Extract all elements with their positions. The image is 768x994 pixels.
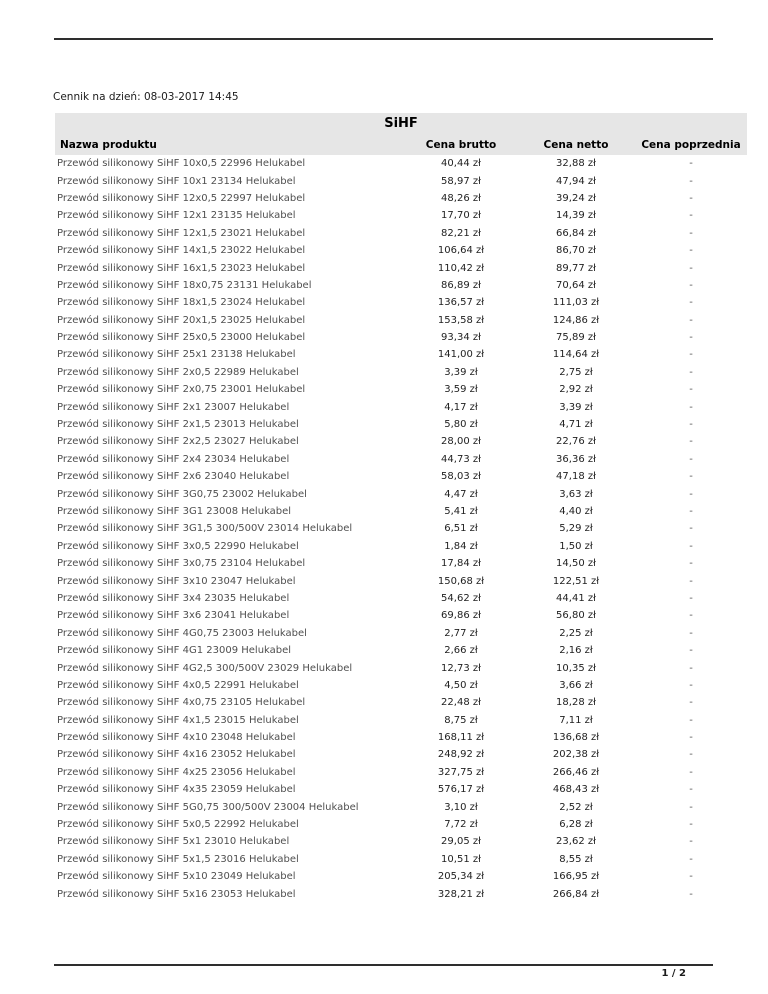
product-name-cell: Przewód silikonowy SiHF 16x1,5 23023 Helukabel [57,262,306,274]
table-row [55,398,747,415]
net-price-cell: 22,76 zł [556,436,596,448]
table-row [55,590,747,607]
gross-price-cell: 110,42 zł [437,262,485,274]
net-price-cell: 18,28 zł [556,697,596,709]
gross-price-cell: 5,41 zł [444,506,478,517]
table-row [55,294,747,311]
previous-price-cell: - [689,627,693,639]
table-row [55,225,747,242]
product-name-cell: Przewód silikonowy SiHF 12x1,5 23021 Helukabel [57,227,306,239]
table-row [55,607,747,624]
previous-price-cell: - [689,540,693,552]
product-name-cell: Przewód silikonowy SiHF 5x10 23049 Helukabel [57,871,296,883]
net-price-cell: 2,16 zł [559,645,593,657]
net-price-cell: 89,77 zł [556,262,596,274]
gross-price-cell: 168,11 zł [437,732,485,744]
previous-price-cell: - [689,575,693,587]
previous-price-cell: - [689,192,693,204]
previous-price-cell: - [689,349,693,361]
previous-price-cell: - [689,888,693,900]
product-name-cell: Przewód silikonowy SiHF 2x4 23034 Helukabel [57,453,290,465]
gross-price-cell: 2,77 zł [444,627,478,639]
product-name-cell: Przewód silikonowy SiHF 10x0,5 22996 Helukabel [57,158,306,170]
table-row [55,746,747,763]
table-row [55,729,747,746]
gross-price-cell: 328,21 zł [437,888,485,900]
previous-price-cell: - [689,314,693,326]
previous-price-cell: - [689,523,693,535]
net-price-cell: 468,43 zł [552,784,600,796]
table-row [55,851,747,868]
previous-price-cell: - [689,158,693,170]
gross-price-cell: 3,10 zł [444,801,478,813]
previous-price-cell: - [689,784,693,796]
table-row [55,346,747,363]
net-price-cell: 32,88 zł [556,158,596,170]
net-price-cell: 111,03 zł [552,297,600,309]
table-row [55,833,747,850]
gross-price-cell: 12,73 zł [441,662,481,674]
product-name-cell: Przewód silikonowy SiHF 4x1,5 23015 Helukabel [57,714,299,726]
table-row [55,364,747,381]
gross-price-cell: 1,84 zł [444,540,478,552]
net-price-cell: 14,50 zł [556,558,596,570]
product-name-cell: Przewód silikonowy SiHF 4G0,75 23003 Helukabel [57,627,307,639]
gross-price-cell: 136,57 zł [437,297,485,309]
gross-price-cell: 40,44 zł [441,158,481,170]
product-name-cell: Przewód silikonowy SiHF 2x1,5 23013 Helukabel [57,419,299,431]
product-name-cell: Przewód silikonowy SiHF 4x0,5 22991 Helukabel [57,679,299,691]
net-price-cell: 6,28 zł [559,819,593,831]
net-price-cell: 47,18 zł [556,471,596,483]
product-name-cell: Przewód silikonowy SiHF 4x10 23048 Helukabel [57,732,296,744]
net-price-cell: 70,64 zł [556,279,596,291]
net-price-cell: 2,92 zł [559,384,593,396]
product-name-cell: Przewód silikonowy SiHF 4x35 23059 Helukabel [57,784,296,796]
previous-price-cell: - [689,836,693,848]
gross-price-cell: 327,75 zł [437,766,485,778]
table-row [55,885,747,902]
net-price-cell: 5,29 zł [559,523,593,535]
table-title-row [55,113,747,134]
net-price-cell: 47,94 zł [556,175,596,187]
table-row [55,520,747,537]
product-name-cell: Przewód silikonowy SiHF 3x0,75 23104 Helukabel [57,558,306,570]
gross-price-cell: 3,59 zł [444,384,478,396]
table-row [55,485,747,502]
gross-price-cell: 54,62 zł [441,592,481,604]
table-row [55,468,747,485]
previous-price-cell: - [689,819,693,831]
net-price-cell: 8,55 zł [559,853,593,865]
table-row [55,416,747,433]
product-name-cell: Przewód silikonowy SiHF 2x0,75 23001 Helukabel [57,384,306,396]
price-table [55,113,747,903]
net-price-cell: 66,84 zł [556,227,596,239]
net-price-cell: 39,24 zł [556,192,596,204]
table-row [55,207,747,224]
table-row [55,538,747,555]
previous-price-cell: - [689,175,693,187]
net-price-cell: 166,95 zł [552,871,600,883]
gross-price-cell: 29,05 zł [441,836,481,848]
price-table-head [55,113,747,155]
net-price-cell: 75,89 zł [556,332,596,344]
previous-price-cell: - [689,227,693,239]
product-name-cell: Przewód silikonowy SiHF 3x6 23041 Helukabel [57,610,290,622]
table-row [55,642,747,659]
table-row [55,677,747,694]
net-price-cell: 3,66 zł [559,679,593,691]
previous-price-cell: - [689,210,693,222]
table-row [55,694,747,711]
table-row [55,555,747,572]
net-price-cell: 2,75 zł [559,366,593,378]
previous-price-cell: - [689,749,693,761]
product-name-cell: Przewód silikonowy SiHF 3G1,5 300/500V 23014 Helukabel [57,523,353,535]
previous-price-cell: - [689,332,693,344]
product-name-cell: Przewód silikonowy SiHF 2x6 23040 Helukabel [57,471,290,483]
net-price-cell: 86,70 zł [556,245,596,257]
net-price-cell: 3,63 zł [559,488,593,500]
table-row [55,381,747,398]
previous-price-cell: - [689,766,693,778]
previous-price-cell: - [689,558,693,570]
net-price-cell: 202,38 zł [552,749,600,761]
previous-price-cell: - [689,488,693,500]
table-row [55,190,747,207]
gross-price-cell: 4,17 zł [444,401,478,413]
product-name-cell: Przewód silikonowy SiHF 25x1 23138 Helukabel [57,349,296,361]
previous-price-cell: - [689,262,693,274]
table-row [55,451,747,468]
table-row [55,868,747,885]
table-row [55,277,747,294]
product-name-cell: Przewód silikonowy SiHF 12x0,5 22997 Helukabel [57,192,306,204]
gross-price-cell: 106,64 zł [437,245,485,257]
previous-price-cell: - [689,592,693,604]
product-name-cell: Przewód silikonowy SiHF 5x0,5 22992 Helukabel [57,819,299,831]
net-price-cell: 4,40 zł [559,506,593,517]
product-name-cell: Przewód silikonowy SiHF 4x25 23056 Helukabel [57,766,296,778]
gross-price-cell: 22,48 zł [441,697,481,709]
product-name-cell: Przewód silikonowy SiHF 4x0,75 23105 Helukabel [57,697,306,709]
net-price-cell: 122,51 zł [552,575,600,587]
page-number: 1 / 2 [661,968,686,979]
column-header-gross-price: Cena brutto [405,134,517,155]
product-name-cell: Przewód silikonowy SiHF 4G1 23009 Helukabel [57,645,292,657]
table-row [55,625,747,642]
table-row [55,433,747,450]
table-row [55,242,747,259]
gross-price-cell: 5,80 zł [444,419,478,431]
product-name-cell: Przewód silikonowy SiHF 3x4 23035 Helukabel [57,592,290,604]
previous-price-cell: - [689,436,693,448]
gross-price-cell: 44,73 zł [441,453,481,465]
product-name-cell: Przewód silikonowy SiHF 3G1 23008 Helukabel [57,506,292,517]
net-price-cell: 2,52 zł [559,801,593,813]
gross-price-cell: 4,47 zł [444,488,478,500]
previous-price-cell: - [689,732,693,744]
product-name-cell: Przewód silikonowy SiHF 2x1 23007 Helukabel [57,401,290,413]
net-price-cell: 14,39 zł [556,210,596,222]
table-row [55,659,747,676]
table-title: SiHF [55,113,747,134]
net-price-cell: 44,41 zł [556,592,596,604]
table-row [55,172,747,189]
net-price-cell: 1,50 zł [559,540,593,552]
product-name-cell: Przewód silikonowy SiHF 3G0,75 23002 Helukabel [57,488,307,500]
gross-price-cell: 576,17 zł [437,784,485,796]
product-name-cell: Przewód silikonowy SiHF 5x16 23053 Helukabel [57,888,296,900]
gross-price-cell: 10,51 zł [441,853,481,865]
product-table-body [55,155,747,903]
product-name-cell: Przewód silikonowy SiHF 5x1 23010 Helukabel [57,836,290,848]
gross-price-cell: 17,70 zł [441,210,481,222]
product-name-cell: Przewód silikonowy SiHF 20x1,5 23025 Helukabel [57,314,306,326]
gross-price-cell: 8,75 zł [444,714,478,726]
net-price-cell: 10,35 zł [556,662,596,674]
table-row [55,503,747,520]
column-header-net-price: Cena netto [517,134,635,155]
gross-price-cell: 205,34 zł [437,871,485,883]
gross-price-cell: 69,86 zł [441,610,481,622]
product-name-cell: Przewód silikonowy SiHF 4x16 23052 Helukabel [57,749,296,761]
previous-price-cell: - [689,801,693,813]
gross-price-cell: 248,92 zł [437,749,485,761]
product-name-cell: Przewód silikonowy SiHF 4G2,5 300/500V 23029 Helukabel [57,662,353,674]
pricelist-date-line: Cennik na dzień: 08-03-2017 14:45 [53,91,239,103]
table-row [55,155,747,172]
previous-price-cell: - [689,714,693,726]
net-price-cell: 266,84 zł [552,888,600,900]
previous-price-cell: - [689,506,693,517]
gross-price-cell: 150,68 zł [437,575,485,587]
gross-price-cell: 58,97 zł [441,175,481,187]
product-name-cell: Przewód silikonowy SiHF 5x1,5 23016 Helukabel [57,853,299,865]
gross-price-cell: 28,00 zł [441,436,481,448]
table-header-row [55,134,747,155]
table-row [55,816,747,833]
net-price-cell: 3,39 zł [559,401,593,413]
table-row [55,312,747,329]
net-price-cell: 4,71 zł [559,419,593,431]
previous-price-cell: - [689,245,693,257]
previous-price-cell: - [689,471,693,483]
table-row [55,712,747,729]
net-price-cell: 36,36 zł [556,453,596,465]
table-row [55,798,747,815]
gross-price-cell: 82,21 zł [441,227,481,239]
top-rule-divider [54,38,713,40]
column-header-product-name: Nazwa produktu [55,134,405,155]
table-row [55,259,747,276]
gross-price-cell: 2,66 zł [444,645,478,657]
gross-price-cell: 48,26 zł [441,192,481,204]
product-name-cell: Przewód silikonowy SiHF 2x0,5 22989 Helukabel [57,366,299,378]
product-name-cell: Przewód silikonowy SiHF 12x1 23135 Helukabel [57,210,296,222]
table-row [55,764,747,781]
previous-price-cell: - [689,871,693,883]
previous-price-cell: - [689,366,693,378]
gross-price-cell: 7,72 zł [444,819,478,831]
previous-price-cell: - [689,279,693,291]
previous-price-cell: - [689,453,693,465]
gross-price-cell: 58,03 zł [441,471,481,483]
previous-price-cell: - [689,401,693,413]
product-name-cell: Przewód silikonowy SiHF 14x1,5 23022 Helukabel [57,245,306,257]
net-price-cell: 56,80 zł [556,610,596,622]
previous-price-cell: - [689,384,693,396]
gross-price-cell: 141,00 zł [437,349,485,361]
gross-price-cell: 4,50 zł [444,679,478,691]
net-price-cell: 124,86 zł [552,314,600,326]
product-name-cell: Przewód silikonowy SiHF 18x0,75 23131 Helukabel [57,279,312,291]
net-price-cell: 2,25 zł [559,627,593,639]
previous-price-cell: - [689,645,693,657]
table-row [55,572,747,589]
column-header-previous-price: Cena poprzednia [635,134,747,155]
product-name-cell: Przewód silikonowy SiHF 18x1,5 23024 Helukabel [57,297,306,309]
net-price-cell: 114,64 zł [552,349,600,361]
gross-price-cell: 86,89 zł [441,279,481,291]
table-row [55,781,747,798]
previous-price-cell: - [689,610,693,622]
gross-price-cell: 153,58 zł [437,314,485,326]
gross-price-cell: 93,34 zł [441,332,481,344]
product-name-cell: Przewód silikonowy SiHF 5G0,75 300/500V 23004 Helukabel [57,801,359,813]
previous-price-cell: - [689,679,693,691]
product-name-cell: Przewód silikonowy SiHF 3x10 23047 Helukabel [57,575,296,587]
previous-price-cell: - [689,853,693,865]
previous-price-cell: - [689,297,693,309]
product-name-cell: Przewód silikonowy SiHF 10x1 23134 Helukabel [57,175,296,187]
net-price-cell: 7,11 zł [559,714,593,726]
product-name-cell: Przewód silikonowy SiHF 25x0,5 23000 Helukabel [57,332,306,344]
net-price-cell: 266,46 zł [552,766,600,778]
previous-price-cell: - [689,419,693,431]
gross-price-cell: 3,39 zł [444,366,478,378]
product-name-cell: Przewód silikonowy SiHF 3x0,5 22990 Helukabel [57,540,299,552]
previous-price-cell: - [689,662,693,674]
net-price-cell: 136,68 zł [552,732,600,744]
net-price-cell: 23,62 zł [556,836,596,848]
table-row [55,329,747,346]
gross-price-cell: 17,84 zł [441,558,481,570]
previous-price-cell: - [689,697,693,709]
product-name-cell: Przewód silikonowy SiHF 2x2,5 23027 Helukabel [57,436,299,448]
bottom-rule-divider [54,964,713,966]
gross-price-cell: 6,51 zł [444,523,478,535]
